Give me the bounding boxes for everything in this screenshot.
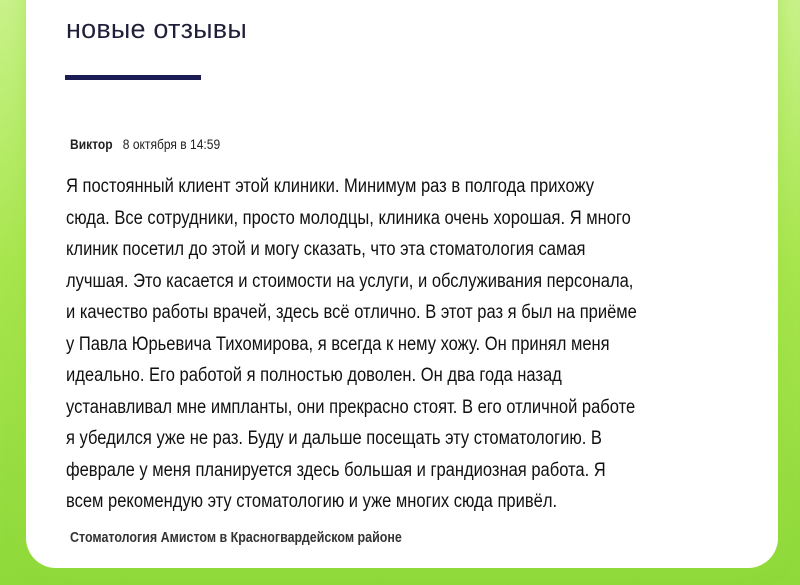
review-text-line: феврале у меня планируется здесь большая и грандиозная работа. Я bbox=[66, 459, 606, 481]
review-text-line: и качество работы врачей, здесь всё отлично. В этот раз я был на приёме bbox=[66, 302, 637, 323]
review-text bbox=[66, 171, 745, 518]
review-text-line: я убедился уже не раз. Буду и дальше посещать эту стоматологию. В bbox=[66, 428, 602, 449]
review-text-line: Я постоянный клиент этой клиники. Минимум раз в полгода прихожу bbox=[66, 176, 595, 197]
review-source: Стоматология Амистом в Красногвардейском районе bbox=[70, 530, 402, 546]
review-meta bbox=[70, 136, 220, 152]
page-title: новые отзывы bbox=[66, 14, 247, 44]
review-text-line: у Павла Юрьевича Тихомирова, я всегда к нему хожу. Он принял меня bbox=[66, 333, 610, 355]
review-text-line: всем рекомендую эту стоматологию и уже многих сюда привёл. bbox=[66, 491, 558, 512]
review-date: 8 октября в 14:59 bbox=[122, 136, 221, 152]
review-text-line: клиник посетил до этой и могу сказать, что эта стоматология самая bbox=[66, 239, 586, 260]
review-author: Виктор bbox=[70, 136, 113, 152]
review-text-line: лучшая. Это касается и стоимости на услуги, и обслуживания персонала, bbox=[66, 270, 634, 292]
title-underline bbox=[65, 75, 201, 80]
review-text-line: идеально. Его работой я полностью доволен. Он два года назад bbox=[66, 365, 562, 386]
review-text-line: устанавливал мне импланты, они прекрасно стоят. В его отличной работе bbox=[66, 396, 636, 418]
review-text-line: сюда. Все сотрудники, просто молодцы, клиника очень хорошая. Я много bbox=[66, 207, 631, 229]
